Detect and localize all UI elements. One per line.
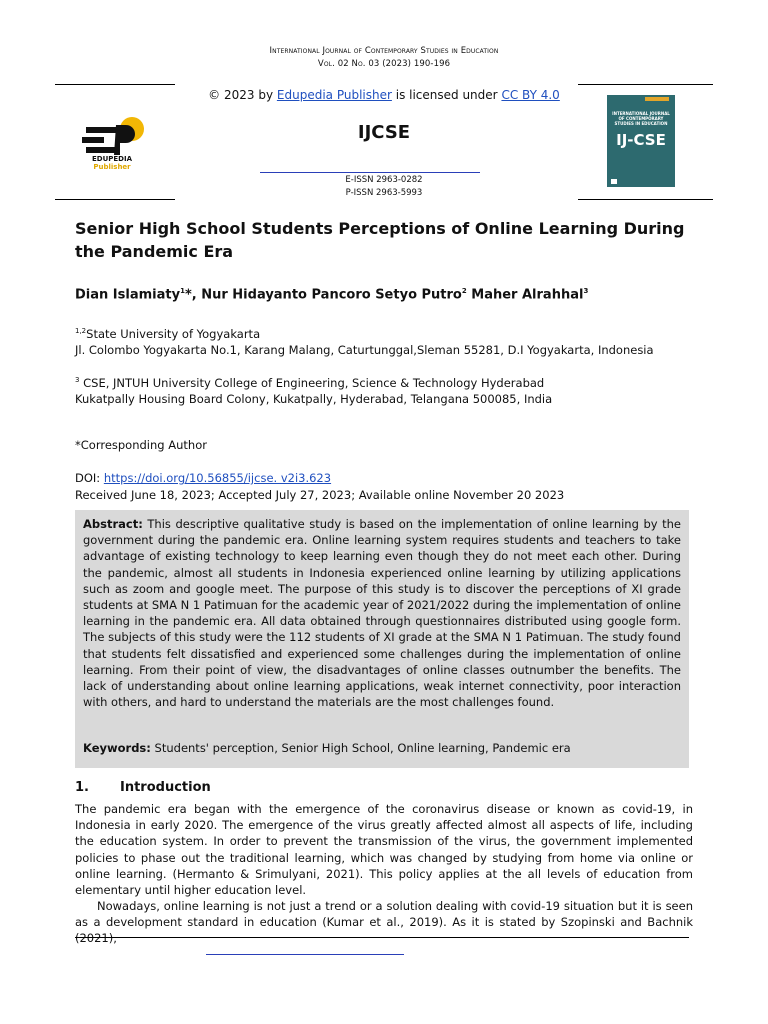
author-1: Dian Islamiaty xyxy=(75,287,181,303)
section-heading xyxy=(75,780,211,795)
journal-name: International Journal of Contemporary Studies in Education xyxy=(269,46,499,56)
article-title: Senior High School Students Perceptions of Online Learning During the Pandemic Era xyxy=(75,219,685,261)
abstract-text xyxy=(83,516,681,710)
keywords-list: Students' perception, Senior High School, Online learning, Pandemic era xyxy=(154,741,571,755)
cover-small-text: INTERNATIONAL JOURNAL OF CONTEMPORARY STUDIES IN EDUCATION xyxy=(612,111,670,126)
article-dates: Received June 18, 2023; Accepted July 27, 2023; Available online November 20 2023 xyxy=(75,487,565,502)
issn-rule xyxy=(260,172,480,173)
footer-rule xyxy=(75,937,689,938)
logo-top-text: EDUPEDIA xyxy=(91,155,133,163)
e-issn: E-ISSN 2963-0282 xyxy=(345,175,423,185)
top-right-rule xyxy=(578,84,713,85)
p-issn: P-ISSN 2963-5993 xyxy=(345,188,423,198)
publisher-link[interactable]: Edupedia Publisher xyxy=(276,88,392,102)
mid-right-rule xyxy=(578,199,713,200)
intro-paragraph-2: Nowadays, online learning is not just a trend or a solution dealing with covid-19 situation but it is seen as a development standard in education (Kumar et al., 2019). As it is stated by Szopinski and Bachnik (2021), xyxy=(75,899,693,946)
mid-left-rule xyxy=(55,199,175,200)
license-prefix: © 2023 by xyxy=(208,88,274,102)
journal-acronym: IJCSE xyxy=(357,122,411,143)
top-left-rule xyxy=(55,84,175,85)
corresponding-author: *Corresponding Author xyxy=(75,438,207,452)
abstract-box xyxy=(75,510,689,768)
section-number: 1. xyxy=(75,780,89,795)
affiliation-1: $^{1,2}$State University of Yogyakarta Jl. Colombo Yogyakarta No.1, Karang Malang, Caturtunggal,Sleman 55281, D.I Yogyakarta, Indonesia xyxy=(75,326,654,358)
cover-big-text: IJ-CSE xyxy=(616,131,666,149)
intro-paragraph-1: The pandemic era began with the emergence of the coronavirus disease or known as covid-19, in Indonesia in early 2020. The emergence of the virus greatly affected almost all aspects of life, including the education system. In order to prevent the transmission of the virus, the government implemented policies to phase out the traditional learning, which was changed by studying from home via online or online learning. (Hermanto & Srimulyani, 2021). This policy applies at the all levels of education from elementary until higher education level. xyxy=(75,802,693,898)
doi-link[interactable]: https://doi.org/10.56855/ijcse. v2i3.623 xyxy=(103,471,332,485)
footnote-rule xyxy=(206,954,404,955)
keywords-label: Keywords: xyxy=(83,741,151,755)
doi-line: DOI: https://doi.org/10.56855/ijcse. v2i3.623 Received June 18, 2023; Accepted July 27, 2023; Available online November 20 2023 xyxy=(75,470,695,503)
logo-bottom-text: Publisher xyxy=(93,163,131,171)
author-2: Nur Hidayanto Pancoro Setyo Putro xyxy=(196,287,462,303)
author-3: Maher Alrahhal xyxy=(466,287,584,303)
abstract-body: This descriptive qualitative study is based on the implementation of online learning by the government during the pandemic era. Online learning system requires students and teachers to take advantage of existing technology to keep learning even though they do not meet each other. During the pandemic, almost all students in Indonesia experienced online learning by utilizing applications such as zoom and google meet. The purpose of this study is to discover the perceptions of XI grade students at SMA N 1 Patimuan for the academic year of 2021/2022 during the implementation of online learning in the pandemic era. All data obtained through questionnaires distributed using google form. The subjects of this study were the 112 students of XI grade at the SMA N 1 Patimuan. The study found that students felt dissatisfied and experienced some challenges during the implementation of online learning. From their point of view, the disadvantages of online classes outnumber the benefits. The lack of understanding about online learning applications, weak internet connectivity, poor interaction with others, and hard to understand the materials are the most challenges found. xyxy=(83,517,681,710)
journal-header xyxy=(0,45,768,71)
volume-info: Vol. 02 No. 03 (2023) 190-196 xyxy=(317,59,451,69)
issn-block xyxy=(0,174,768,200)
license-middle: is licensed under xyxy=(395,88,498,102)
authors: Dian Islamiaty$^1$*, Nur Hidayanto Pancoro Setyo Putro$^2$ Maher Alrahhal$^3$ xyxy=(75,287,589,303)
abstract-label: Abstract: xyxy=(83,517,143,531)
keywords xyxy=(83,741,571,755)
affiliation-2: $^3$ CSE, JNTUH University College of Engineering, Science & Technology Hyderabad Kukatpally Housing Board Colony, Kukatpally, Hyderabad, Telangana 500085, India xyxy=(75,375,553,407)
section-title: Introduction xyxy=(120,780,211,795)
license-link[interactable]: CC BY 4.0 xyxy=(501,88,560,102)
